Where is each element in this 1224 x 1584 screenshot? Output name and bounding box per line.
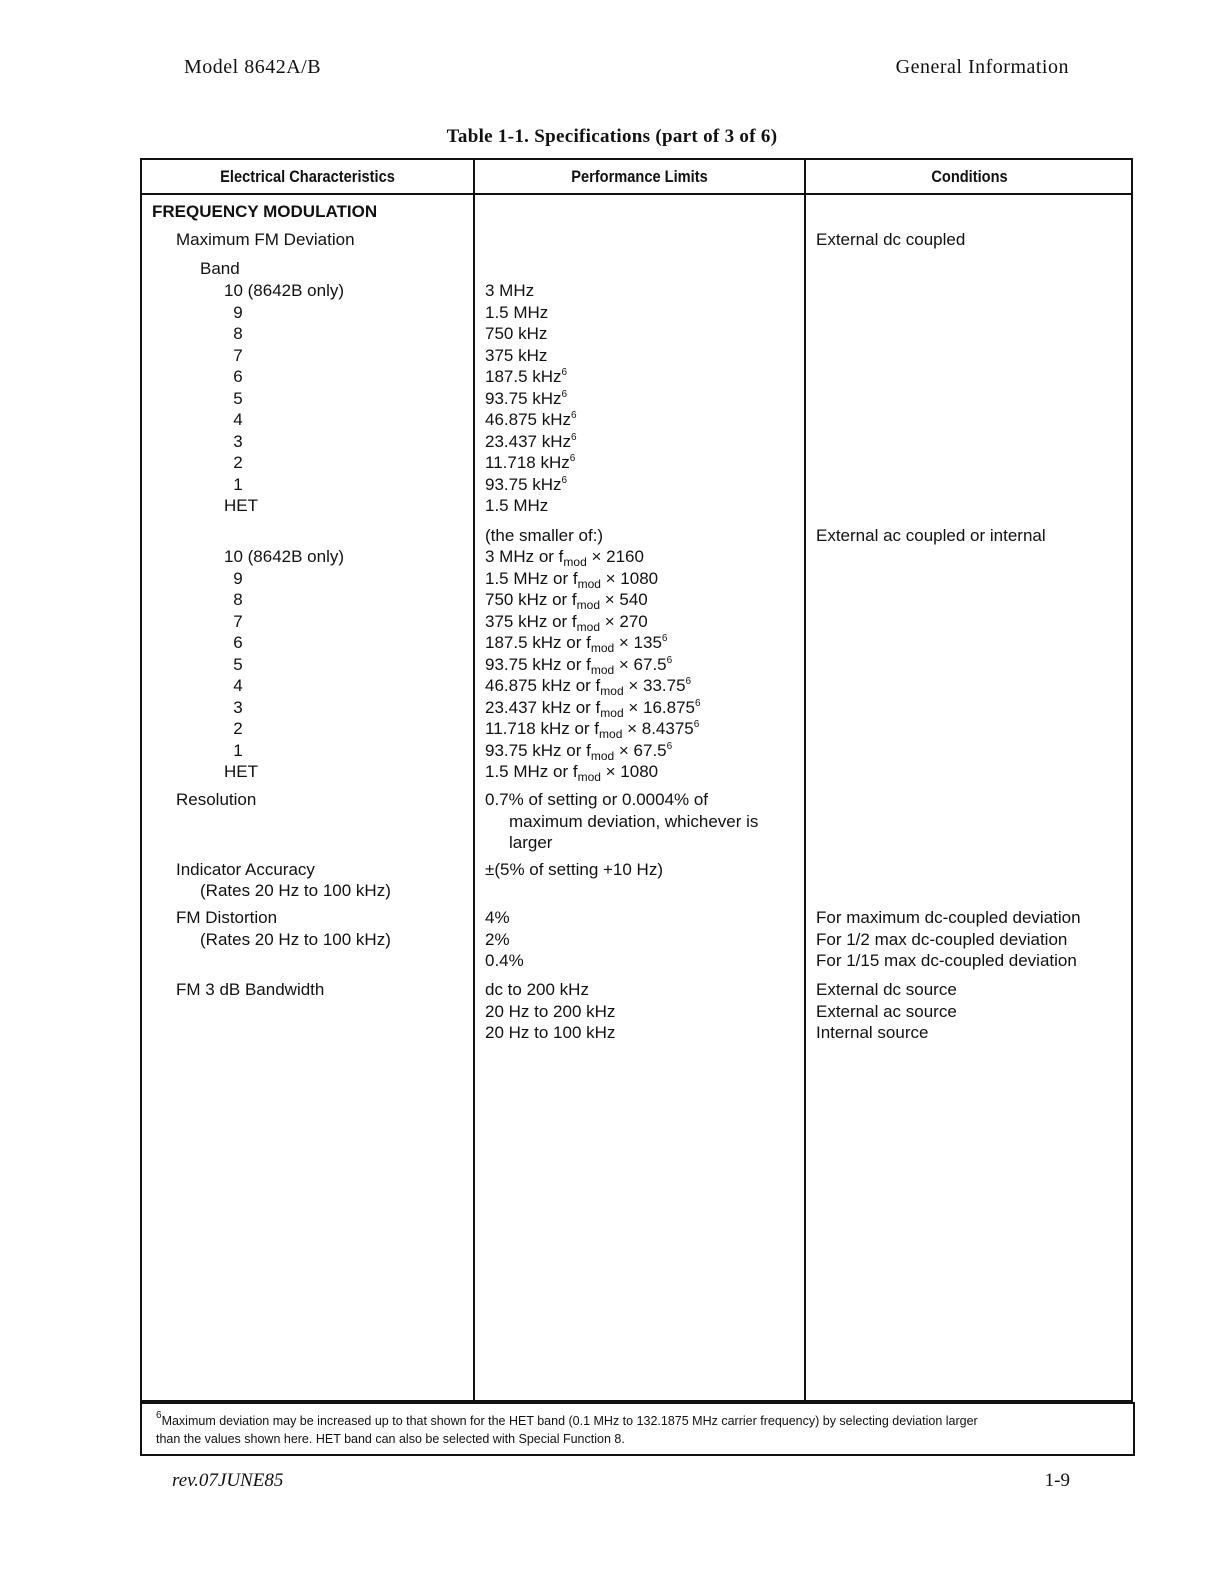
limit-text: 46.875 kHz or f [485,676,601,695]
distortion-condition: For maximum dc-coupled deviation [816,908,1081,927]
indicator-label: Indicator Accuracy [176,860,315,879]
limit-multiplier: × 33.75 [623,676,686,695]
band-number [224,474,344,496]
table-footnote [140,1402,1135,1456]
resolution-line: 0.7% of setting or 0.0004% of [485,790,709,809]
limit-text: 187.5 kHz [485,367,562,386]
column-divider [804,160,806,1400]
band-value: 7 [233,345,243,365]
fmod-subscript: mod [600,684,624,698]
footnote-ref: 6 [561,388,568,400]
ac-limit-value [485,589,701,611]
table-caption: Table 1-1. Specifications (part of 3 of 6) [446,126,778,147]
footnote-ref: 6 [561,474,568,486]
band-number [224,495,344,517]
limit-text: 93.75 kHz [485,474,562,494]
limit-multiplier: × 540 [600,590,648,609]
limit-multiplier: × 8.4375 [622,719,694,738]
ac-limit-value [485,675,701,697]
footnote-ref: 6 [666,654,673,666]
limit-text: 11.718 kHz [485,453,570,472]
limit-text: 1.5 MHz [485,496,549,515]
dc-limit-value [485,409,577,431]
column-divider [473,160,475,1400]
band-value: 5 [233,654,243,674]
ac-limit-value [485,697,701,719]
footnote-ref: 6 [685,676,692,687]
limit-multiplier: × 1080 [600,762,659,781]
limit-text: 1.5 MHz [485,302,549,322]
band-value: 10 (8642B only) [224,281,345,300]
bandwidth-limit: 20 Hz to 200 kHz [485,1001,616,1021]
band-value: 9 [233,302,243,322]
band-value: 6 [233,367,243,386]
section-title: FREQUENCY MODULATION [152,202,378,221]
band-number [224,589,344,611]
limit-multiplier: × 135 [614,633,662,652]
band-number [224,280,344,302]
fmod-subscript: mod [576,598,600,612]
fmod-subscript: mod [577,576,601,591]
footnote-ref: 6 [571,431,577,443]
resolution-value [485,789,758,854]
resolution-line: maximum deviation, whichever is [509,811,759,831]
band-number [224,345,344,367]
distortion-limit: 2% [485,929,510,949]
band-value: 8 [233,324,243,343]
limit-multiplier: × 16.875 [623,697,695,717]
footnote-ref: 6 [561,367,568,378]
band-value: 1 [233,740,243,760]
indicator-value: ±(5% of setting +10 Hz) [485,860,663,879]
ac-limit-value [485,568,701,590]
band-value: 7 [233,611,243,631]
band-number [224,546,344,568]
limit-text: 93.75 kHz or f [485,740,591,760]
band-label: Band [200,259,240,278]
distortion-label: FM Distortion [176,908,278,927]
fmod-subscript: mod [590,662,615,677]
distortion-condition: For 1/15 max dc-coupled deviation [816,951,1077,970]
band-value: 3 [233,431,243,451]
band-number [224,366,344,388]
band-value: 2 [233,453,243,472]
footnote-ref: 6 [569,453,576,464]
page-number: 1-9 [1044,1470,1070,1491]
bandwidth-label: FM 3 dB Bandwidth [176,980,325,999]
band-value: 10 (8642B only) [224,547,345,566]
bandwidth-limit: 20 Hz to 100 kHz [485,1023,616,1042]
header-section: General Information [895,56,1069,78]
limit-multiplier: × 67.5 [614,654,667,674]
dc-condition: External dc coupled [816,230,966,249]
distortion-limit: 0.4% [485,951,524,970]
limit-text: 1.5 MHz or f [485,568,578,588]
dc-limit-value [485,452,577,474]
band-number [224,718,344,740]
limit-text: 1.5 MHz or f [485,762,578,781]
indicator-sublabel: (Rates 20 Hz to 100 kHz) [200,881,391,900]
limit-multiplier: × 67.5 [614,740,667,760]
ac-limit-value [485,611,701,633]
band-value: 4 [233,410,243,429]
band-value: 3 [233,697,243,717]
band-number [224,409,344,431]
fmod-subscript: mod [590,748,615,763]
dc-limit-value [485,366,577,388]
limit-multiplier: × 270 [600,611,648,631]
dc-limit-value [485,302,577,324]
bandwidth-limit: dc to 200 kHz [485,980,589,999]
band-value: HET [224,496,258,515]
band-value: 5 [233,388,243,408]
limit-text: 750 kHz [485,324,548,343]
dc-limit-list [485,280,577,517]
band-number [224,302,344,324]
band-number [224,452,344,474]
ac-intro: (the smaller of:) [485,526,604,545]
limit-text: 3 MHz [485,281,535,300]
band-number [224,761,344,783]
limit-text: 11.718 kHz or f [485,719,600,738]
footnote-ref: 6 [693,719,700,730]
dc-limit-value [485,474,577,496]
limit-text: 46.875 kHz [485,410,571,429]
header-model: Model 8642A/B [184,56,322,78]
band-number [224,568,344,590]
column-header-limits: Performance Limits [571,167,708,186]
ac-limit-value [485,632,701,654]
dc-limit-value [485,495,577,517]
bandwidth-conditions [816,979,957,1044]
distortion-limit: 4% [485,908,510,927]
band-number [224,431,344,453]
band-number [224,675,344,697]
limit-text: 3 MHz or f [485,547,564,566]
resolution-label: Resolution [176,790,257,809]
fmod-subscript: mod [590,641,615,655]
dc-limit-value [485,388,577,410]
dc-limit-value [485,431,577,453]
dc-band-list [152,280,344,517]
bandwidth-condition: External dc source [816,980,957,999]
band-number [224,632,344,654]
band-number [224,654,344,676]
bandwidth-limits [485,979,615,1044]
limit-multiplier: × 1080 [600,568,659,588]
distortion-limits [485,907,524,972]
footnote-ref: 6 [666,740,673,752]
ac-limit-value [485,654,701,676]
ac-limit-value [485,718,701,740]
limit-text: 375 kHz or f [485,611,577,631]
distortion-sublabel: (Rates 20 Hz to 100 kHz) [200,930,391,949]
band-value: 9 [233,568,243,588]
limit-text: 187.5 kHz or f [485,633,591,652]
distortion-conditions [816,907,1081,972]
dc-limit-value [485,345,577,367]
band-number [224,323,344,345]
revision-date: rev.07JUNE85 [172,1470,284,1491]
ac-limit-value [485,761,701,783]
fmod-subscript: mod [576,619,600,634]
dc-limit-value [485,323,577,345]
ac-band-list [152,546,344,783]
fmod-subscript: mod [599,727,623,741]
fmod-subscript: mod [577,770,601,784]
fmod-subscript: mod [563,555,587,569]
resolution-line: larger [509,833,553,852]
limit-text: 93.75 kHz or f [485,654,591,674]
limit-multiplier: × 2160 [586,547,644,566]
distortion-condition: For 1/2 max dc-coupled deviation [816,929,1068,949]
bandwidth-condition: External ac source [816,1001,957,1021]
limit-text: 23.437 kHz [485,431,571,451]
column-header-conditions: Conditions [931,167,1008,186]
band-value: 4 [233,676,243,695]
band-value: 2 [233,719,243,738]
header-divider [142,193,1131,195]
fmod-subscript: mod [600,705,624,720]
limit-text: 375 kHz [485,345,548,365]
column-header-characteristics: Electrical Characteristics [220,167,395,186]
band-number [224,697,344,719]
band-number [224,388,344,410]
bandwidth-condition: Internal source [816,1023,929,1042]
dc-limit-value [485,280,577,302]
footnote-ref: 6 [695,697,701,709]
ac-limit-value [485,546,701,568]
footnote-ref: 6 [571,410,577,421]
band-value: 6 [233,633,243,652]
limit-text: 23.437 kHz or f [485,697,601,717]
footnote-text: Maximum deviation may be increased up to that shown for the HET band (0.1 MHz to 132.1875 MHz carrier frequency) by selecting deviation larger than the values shown here. HET band can also be selected with Special Function 8. [156,1414,978,1446]
limit-text: 93.75 kHz [485,388,562,408]
band-number [224,611,344,633]
max-dev-label: Maximum FM Deviation [176,230,355,249]
spec-table [140,158,1133,1402]
limit-text: 750 kHz or f [485,590,577,609]
footnote-mark: 6 [156,1410,162,1421]
band-value: 1 [233,474,243,494]
footnote-ref: 6 [661,633,668,644]
band-value: 8 [233,590,243,609]
ac-condition: External ac coupled or internal [816,526,1046,545]
band-number [224,740,344,762]
band-value: HET [224,762,258,781]
ac-limit-value [485,740,701,762]
ac-limit-list [485,546,701,783]
